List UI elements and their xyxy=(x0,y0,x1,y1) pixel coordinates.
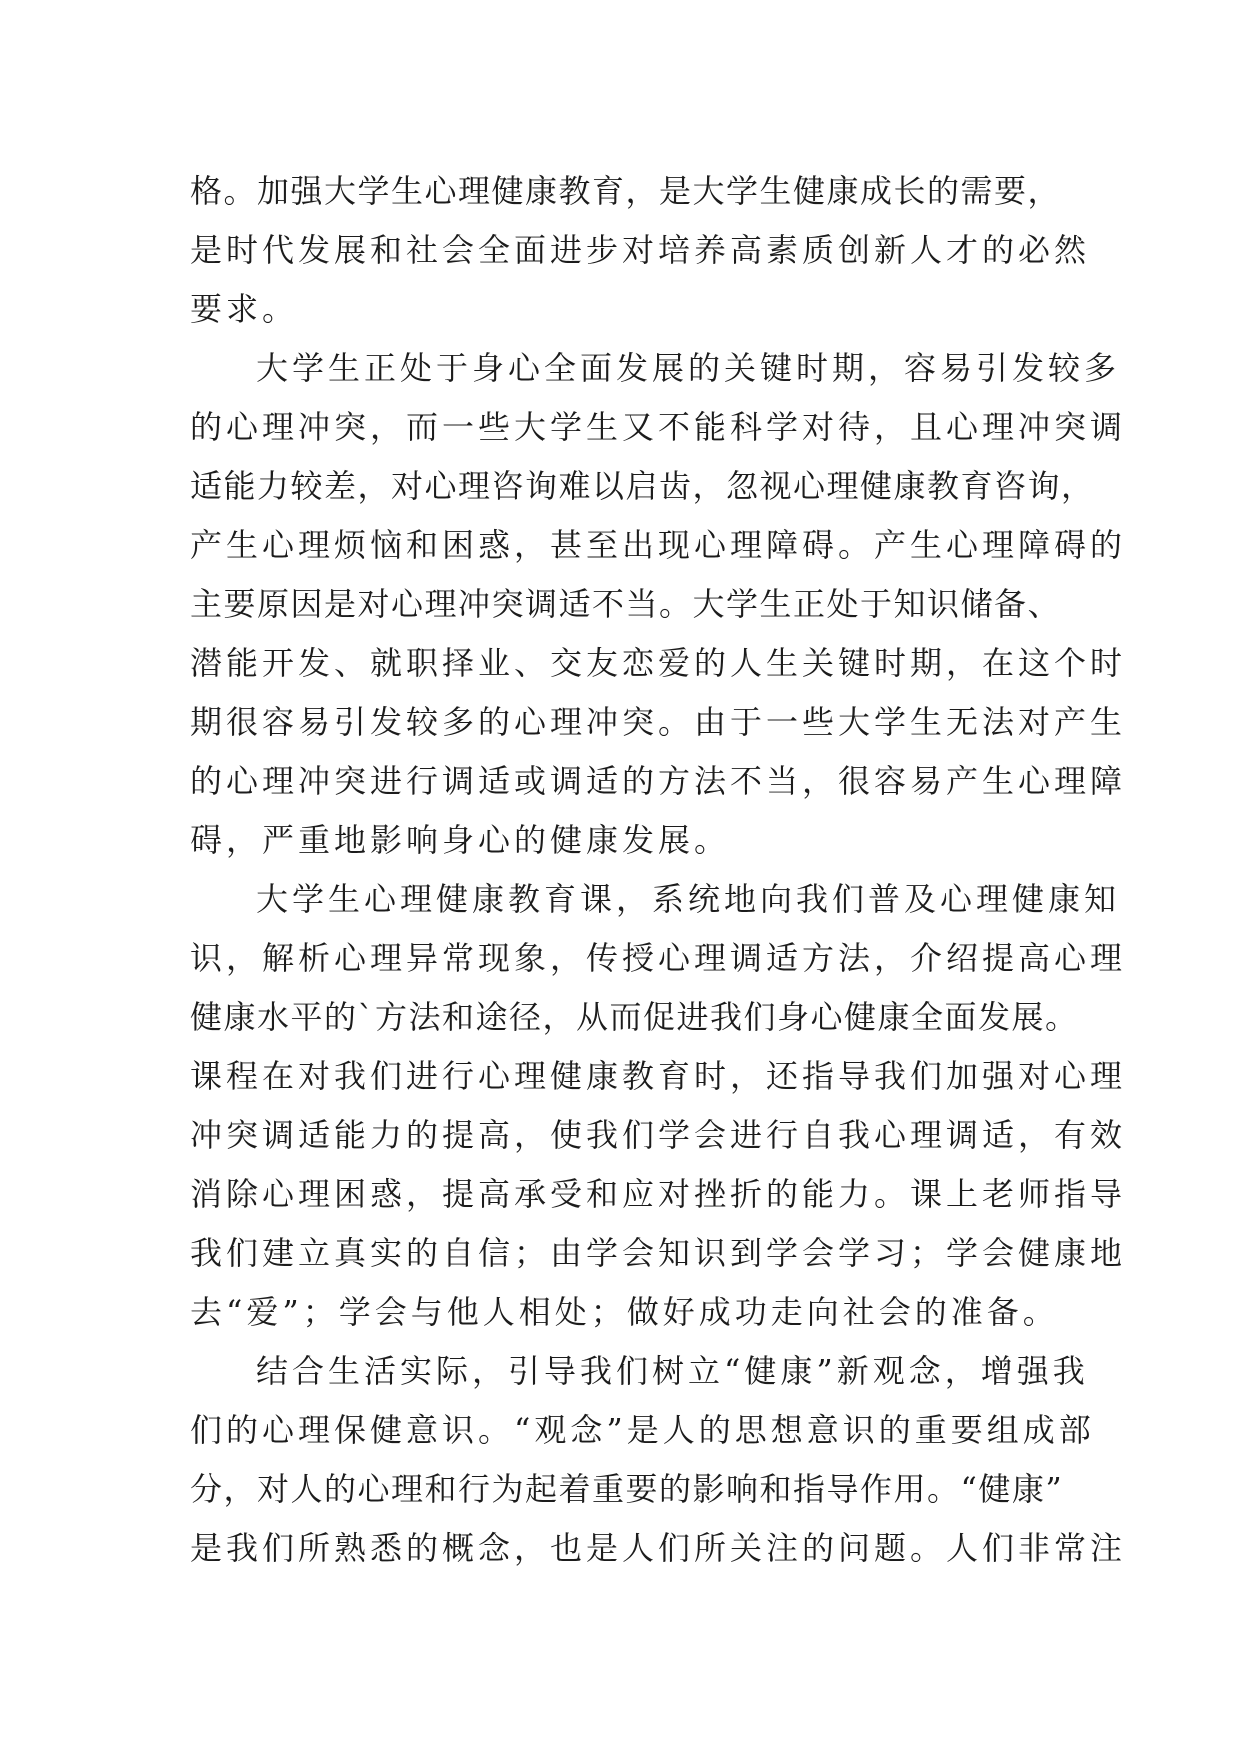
paragraph-line: 的心理冲突进行调适或调适的方法不当，很容易产生心理障 xyxy=(190,762,1127,800)
paragraph-line: 大学生心理健康教育课，系统地向我们普及心理健康知 xyxy=(256,880,1121,918)
paragraph-line: 健康水平的`方法和途径，从而促进我们身心健康全面发展。 xyxy=(190,998,1079,1036)
paragraph-line: 适能力较差，对心理咨询难以启齿，忽视心理健康教育咨询， xyxy=(190,467,1095,505)
paragraph-line: 期很容易引发较多的心理冲突。由于一些大学生无法对产生 xyxy=(190,703,1127,741)
paragraph-line: 碍，严重地影响身心的健康发展。 xyxy=(190,821,731,859)
paragraph-line: 格。加强大学生心理健康教育，是大学生健康成长的需要， xyxy=(190,172,1062,210)
document-body xyxy=(190,162,1127,1578)
paragraph-line: 消除心理困惑，提高承受和应对挫折的能力。课上老师指导 xyxy=(190,1175,1127,1213)
paragraph-line: 是我们所熟悉的概念，也是人们所关注的问题。人们非常注 xyxy=(190,1529,1127,1567)
paragraph-line: 们的心理保健意识。“观念”是人的思想意识的重要组成部 xyxy=(190,1411,1095,1449)
paragraph-line: 的心理冲突，而一些大学生又不能科学对待，且心理冲突调 xyxy=(190,408,1127,446)
paragraph-line: 课程在对我们进行心理健康教育时，还指导我们加强对心理 xyxy=(190,1057,1127,1095)
paragraph-line: 要求。 xyxy=(190,290,299,328)
paragraph-line: 主要原因是对心理冲突调适不当。大学生正处于知识储备、 xyxy=(190,585,1062,623)
paragraph-line: 潜能开发、就职择业、交友恋爱的人生关键时期，在这个时 xyxy=(190,644,1127,682)
paragraph-line: 结合生活实际，引导我们树立“健康”新观念，增强我 xyxy=(256,1352,1089,1390)
paragraph-line: 产生心理烦恼和困惑，甚至出现心理障碍。产生心理障碍的 xyxy=(190,526,1127,564)
paragraph-line: 我们建立真实的自信；由学会知识到学会学习；学会健康地 xyxy=(190,1234,1127,1272)
paragraph-line: 大学生正处于身心全面发展的关键时期，容易引发较多 xyxy=(256,349,1121,387)
paragraph-line: 冲突调适能力的提高，使我们学会进行自我心理调适，有效 xyxy=(190,1116,1127,1154)
paragraph-line: 分，对人的心理和行为起着重要的影响和指导作用。“健康” xyxy=(190,1470,1064,1508)
paragraph-line: 去“爱”；学会与他人相处；做好成功走向社会的准备。 xyxy=(190,1293,1059,1331)
paragraph-line: 是时代发展和社会全面进步对培养高素质创新人才的必然 xyxy=(190,231,1091,269)
paragraph-line: 识，解析心理异常现象，传授心理调适方法，介绍提高心理 xyxy=(190,939,1127,977)
